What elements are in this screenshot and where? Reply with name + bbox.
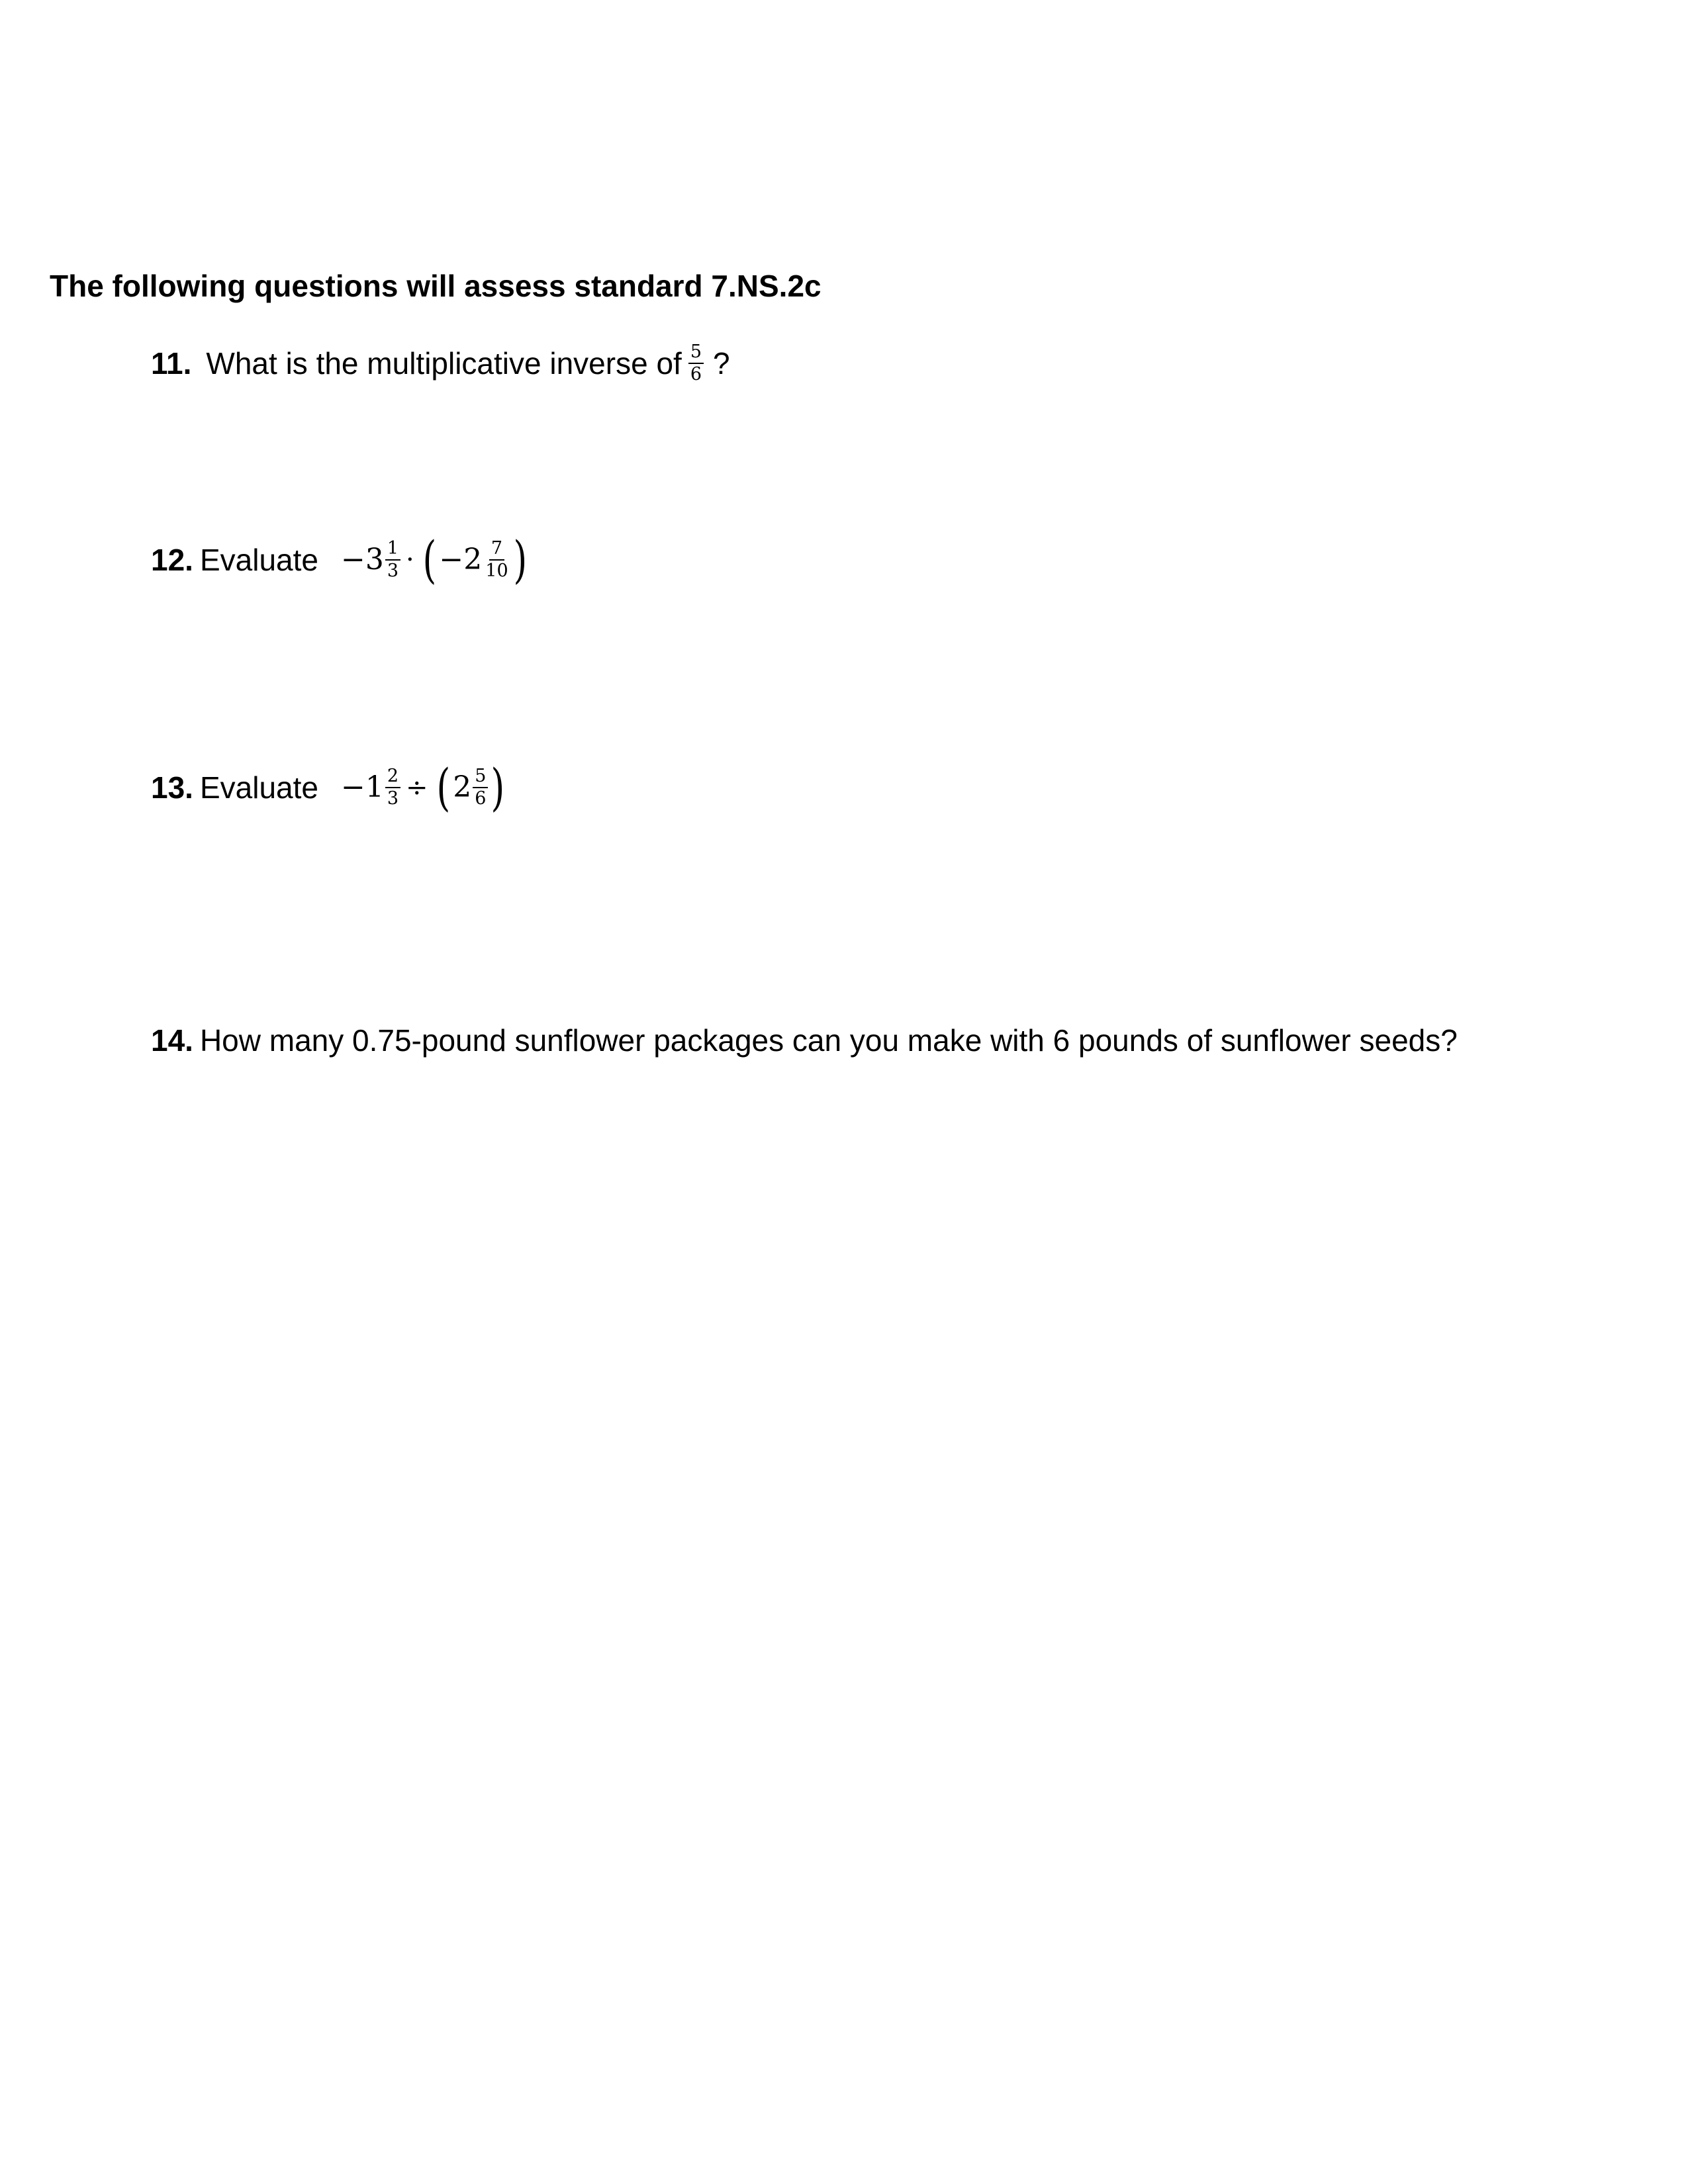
fraction: [473, 767, 488, 808]
section-heading: The following questions will assess standard 7.NS.2c: [50, 269, 821, 303]
fraction-denominator: 6: [690, 364, 702, 385]
question-number: 14.: [151, 1023, 193, 1058]
mixed-number-whole: −2: [439, 543, 483, 576]
open-parenthesis: (: [436, 758, 450, 817]
divide-operator: ÷: [406, 772, 428, 803]
question-text: Evaluate: [199, 543, 318, 577]
mixed-number-whole: 2: [453, 770, 472, 804]
question-text: How many 0.75-pound sunflower packages can you make with 6 pounds of sunflower seeds?: [199, 1023, 1458, 1058]
fraction-denominator: 3: [387, 561, 399, 581]
fraction-denominator: 10: [485, 561, 508, 581]
question-11: [151, 343, 730, 384]
close-parenthesis: ): [513, 530, 527, 589]
fraction: [385, 767, 400, 808]
math-expression: [340, 530, 530, 589]
question-12: [151, 530, 530, 589]
multiply-operator: ·: [406, 545, 414, 575]
question-number: 13.: [151, 770, 193, 805]
math-expression: [340, 758, 508, 817]
fraction-denominator: 3: [387, 788, 399, 809]
question-number: 12.: [151, 543, 193, 577]
close-parenthesis: ): [491, 758, 505, 817]
question-text: What is the multiplicative inverse of: [206, 346, 682, 381]
mixed-number-whole: −3: [340, 543, 384, 576]
question-number: 11.: [151, 346, 192, 381]
fraction-numerator: 5: [473, 767, 488, 788]
fraction: [385, 539, 400, 580]
fraction: [483, 539, 510, 580]
question-13: [151, 758, 508, 817]
fraction: [688, 343, 704, 384]
fraction-numerator: 7: [489, 539, 504, 561]
open-parenthesis: (: [422, 530, 436, 589]
fraction-numerator: 5: [688, 343, 704, 364]
fraction-numerator: 2: [385, 767, 400, 788]
mixed-number-whole: −1: [340, 770, 384, 804]
question-text: Evaluate: [199, 770, 318, 805]
fraction-numerator: 1: [385, 539, 400, 561]
question-14: [151, 1022, 1458, 1059]
question-mark: ?: [713, 346, 730, 381]
fraction-denominator: 6: [475, 788, 487, 809]
